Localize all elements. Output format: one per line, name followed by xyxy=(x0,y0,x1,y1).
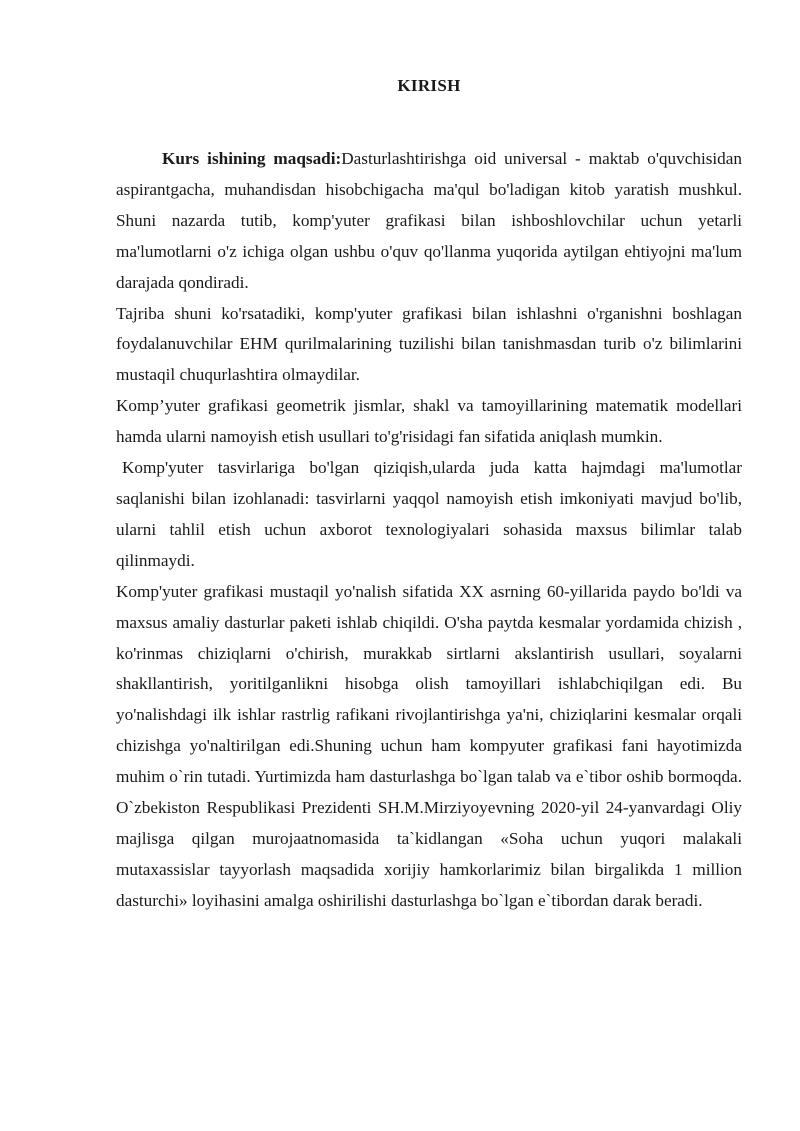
document-page xyxy=(116,72,742,917)
paragraph-interest: Komp'yuter tasvirlariga bo'lgan qiziqish,ularda juda katta hajmdagi ma'lumotlar saqlanishi bilan izohlanadi: tasvirlarni yaqqol namoyish etish imkoniyati mavjud bo'lib, ularni tahlil etish uchun axborot texnologiyalari sohasida maxsus bilimlar talab qilinmaydi. xyxy=(116,458,742,570)
paragraph-experience: Tajriba shuni ko'rsatadiki, komp'yuter grafikasi bilan ishlashni o'rganishni boshlagan foydalanuvchilar EHM qurilmalarining tuzilishi bilan tanishmasdan turib o'z bilimlarini mustaqil chuqurlashtira olmaydilar. xyxy=(116,303,742,385)
page-title: KIRISH xyxy=(397,76,461,95)
goal-heading: Kurs ishining maqsadi: xyxy=(162,149,342,168)
paragraph-goal xyxy=(116,144,742,299)
goal-text: Dasturlashtirishga oid universal - maktab o'quvchisidan aspirantgacha, muhandisdan hisobchigacha ma'qul bo'ladigan kitob yaratish mushkul. Shuni nazarda tutib, komp'yuter grafikasi bilan ishboshlovchilar uchun yetarli ma'lumotlarni o'z ichiga olgan ushbu o'quv qo'llanma yuqorida aytilgan ehtiyojni ma'lum darajada qondiradi. xyxy=(116,149,742,292)
paragraph-definition: Komp’yuter grafikasi geometrik jismlar, shakl va tamoyillarining matematik modellari hamda ularni namoyish etish usullari to'g'risidagi fan sifatida aniqlash mumkin. xyxy=(116,396,742,447)
paragraph-president: O`zbekiston Respublikasi Prezidenti SH.M.Mirziyoyevning 2020-yil 24-yanvardagi Oliy majlisga qilgan murojaatnomasida ta`kidlangan «Soha uchun yuqori malakali mutaxassislar tayyorlash maqsadida xorijiy hamkorlarimiz bilan birgalikda 1 million dasturchi» loyihasini amalga oshirilishi dasturlashga bo`lgan e`tibordan darak beradi. xyxy=(116,798,742,910)
paragraph-history: Komp'yuter grafikasi mustaqil yo'nalish sifatida XX asrning 60-yillarida paydo bo'ldi va maxsus amaliy dasturlar paketi ishlab chiqildi. O'sha paytda kesmalar yordamida chizish , ko'rinmas chiziqlarni o'chirish, murakkab sirtlarni akslantirish usullari, soyalarni shakllantirish, yoritilganlikni hisobga olish tamoyillari ishlabchiqilgan edi. Bu yo'nalishdagi ilk ishlar rastrlig rafikani rivojlantirishga ya'ni, chiziqlarini kesmalar orqali chizishga yo'naltirilgan edi.Shuning uchun ham kompyuter grafikasi fani hayotimizda muhim o`rin tutadi. Yurtimizda ham dasturlashga bo`lgan talab va e`tibor oshib bormoqda. xyxy=(116,581,742,787)
